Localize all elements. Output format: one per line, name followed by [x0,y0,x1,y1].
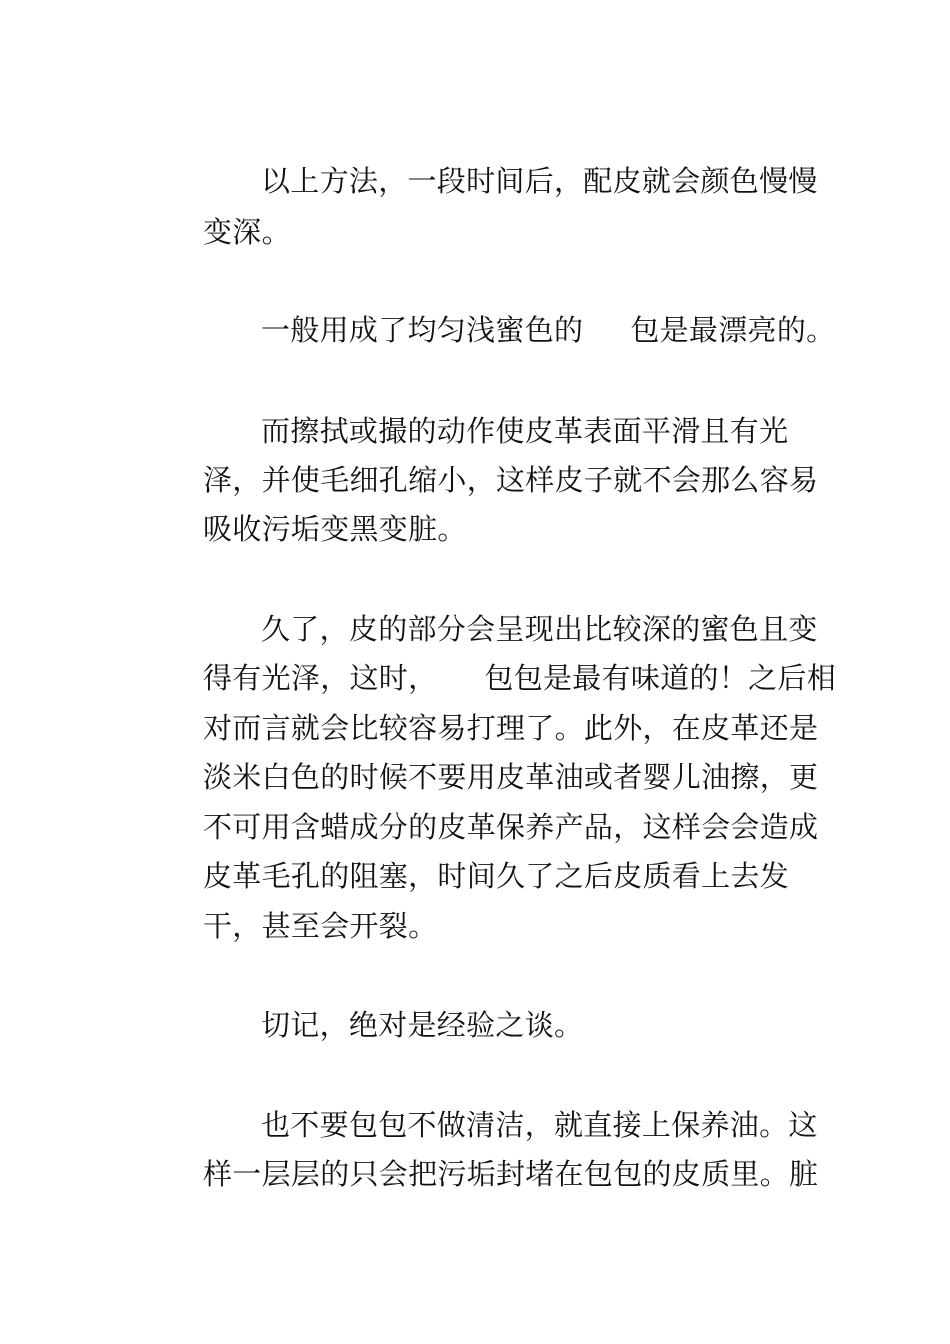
paragraph-4-line-2 [203,658,837,698]
paragraph-3-line-2: 泽，并使毛细孔缩小，这样皮子就不会那么容易 [203,463,819,497]
paragraph-6-line-1: 也不要包包不做清洁，就直接上保养油。这 [261,1108,818,1142]
paragraph-1-line-1: 以上方法，一段时间后，配皮就会颜色慢慢 [261,164,818,198]
paragraph-5-line-1: 切记，绝对是经验之谈。 [261,1008,584,1042]
paragraph-2-line-1 [261,310,836,350]
paragraph-3-line-3: 吸收污垢变黑变脏。 [203,512,467,546]
paragraph-6-line-2: 样一层层的只会把污垢封堵在包包的皮质里。脏 [203,1157,819,1191]
paragraph-4-text-a: 得有光泽，这时， [203,661,438,695]
paragraph-4-line-7: 干，甚至会开裂。 [203,909,438,943]
paragraph-3-line-1: 而擦拭或撮的动作使皮革表面平滑且有光 [261,414,789,448]
paragraph-4-line-3: 对而言就会比较容易打理了。此外，在皮革还是 [203,711,819,745]
paragraph-4-line-1: 久了，皮的部分会呈现出比较深的蜜色且变 [261,612,818,646]
paragraph-1-line-2: 变深。 [203,215,291,249]
paragraph-4-line-6: 皮革毛孔的阻塞，时间久了之后皮质看上去发 [203,859,790,893]
paragraph-2-text-a: 一般用成了均匀浅蜜色的 [261,313,584,347]
paragraph-4-line-4: 淡米白色的时候不要用皮革油或者婴儿油擦，更 [203,760,819,794]
paragraph-4-text-b: 包包是最有味道的！之后相 [484,661,837,695]
paragraph-2-text-b: 包是最漂亮的。 [630,313,836,347]
paragraph-4-line-5: 不可用含蜡成分的皮革保养产品，这样会会造成 [203,810,819,844]
